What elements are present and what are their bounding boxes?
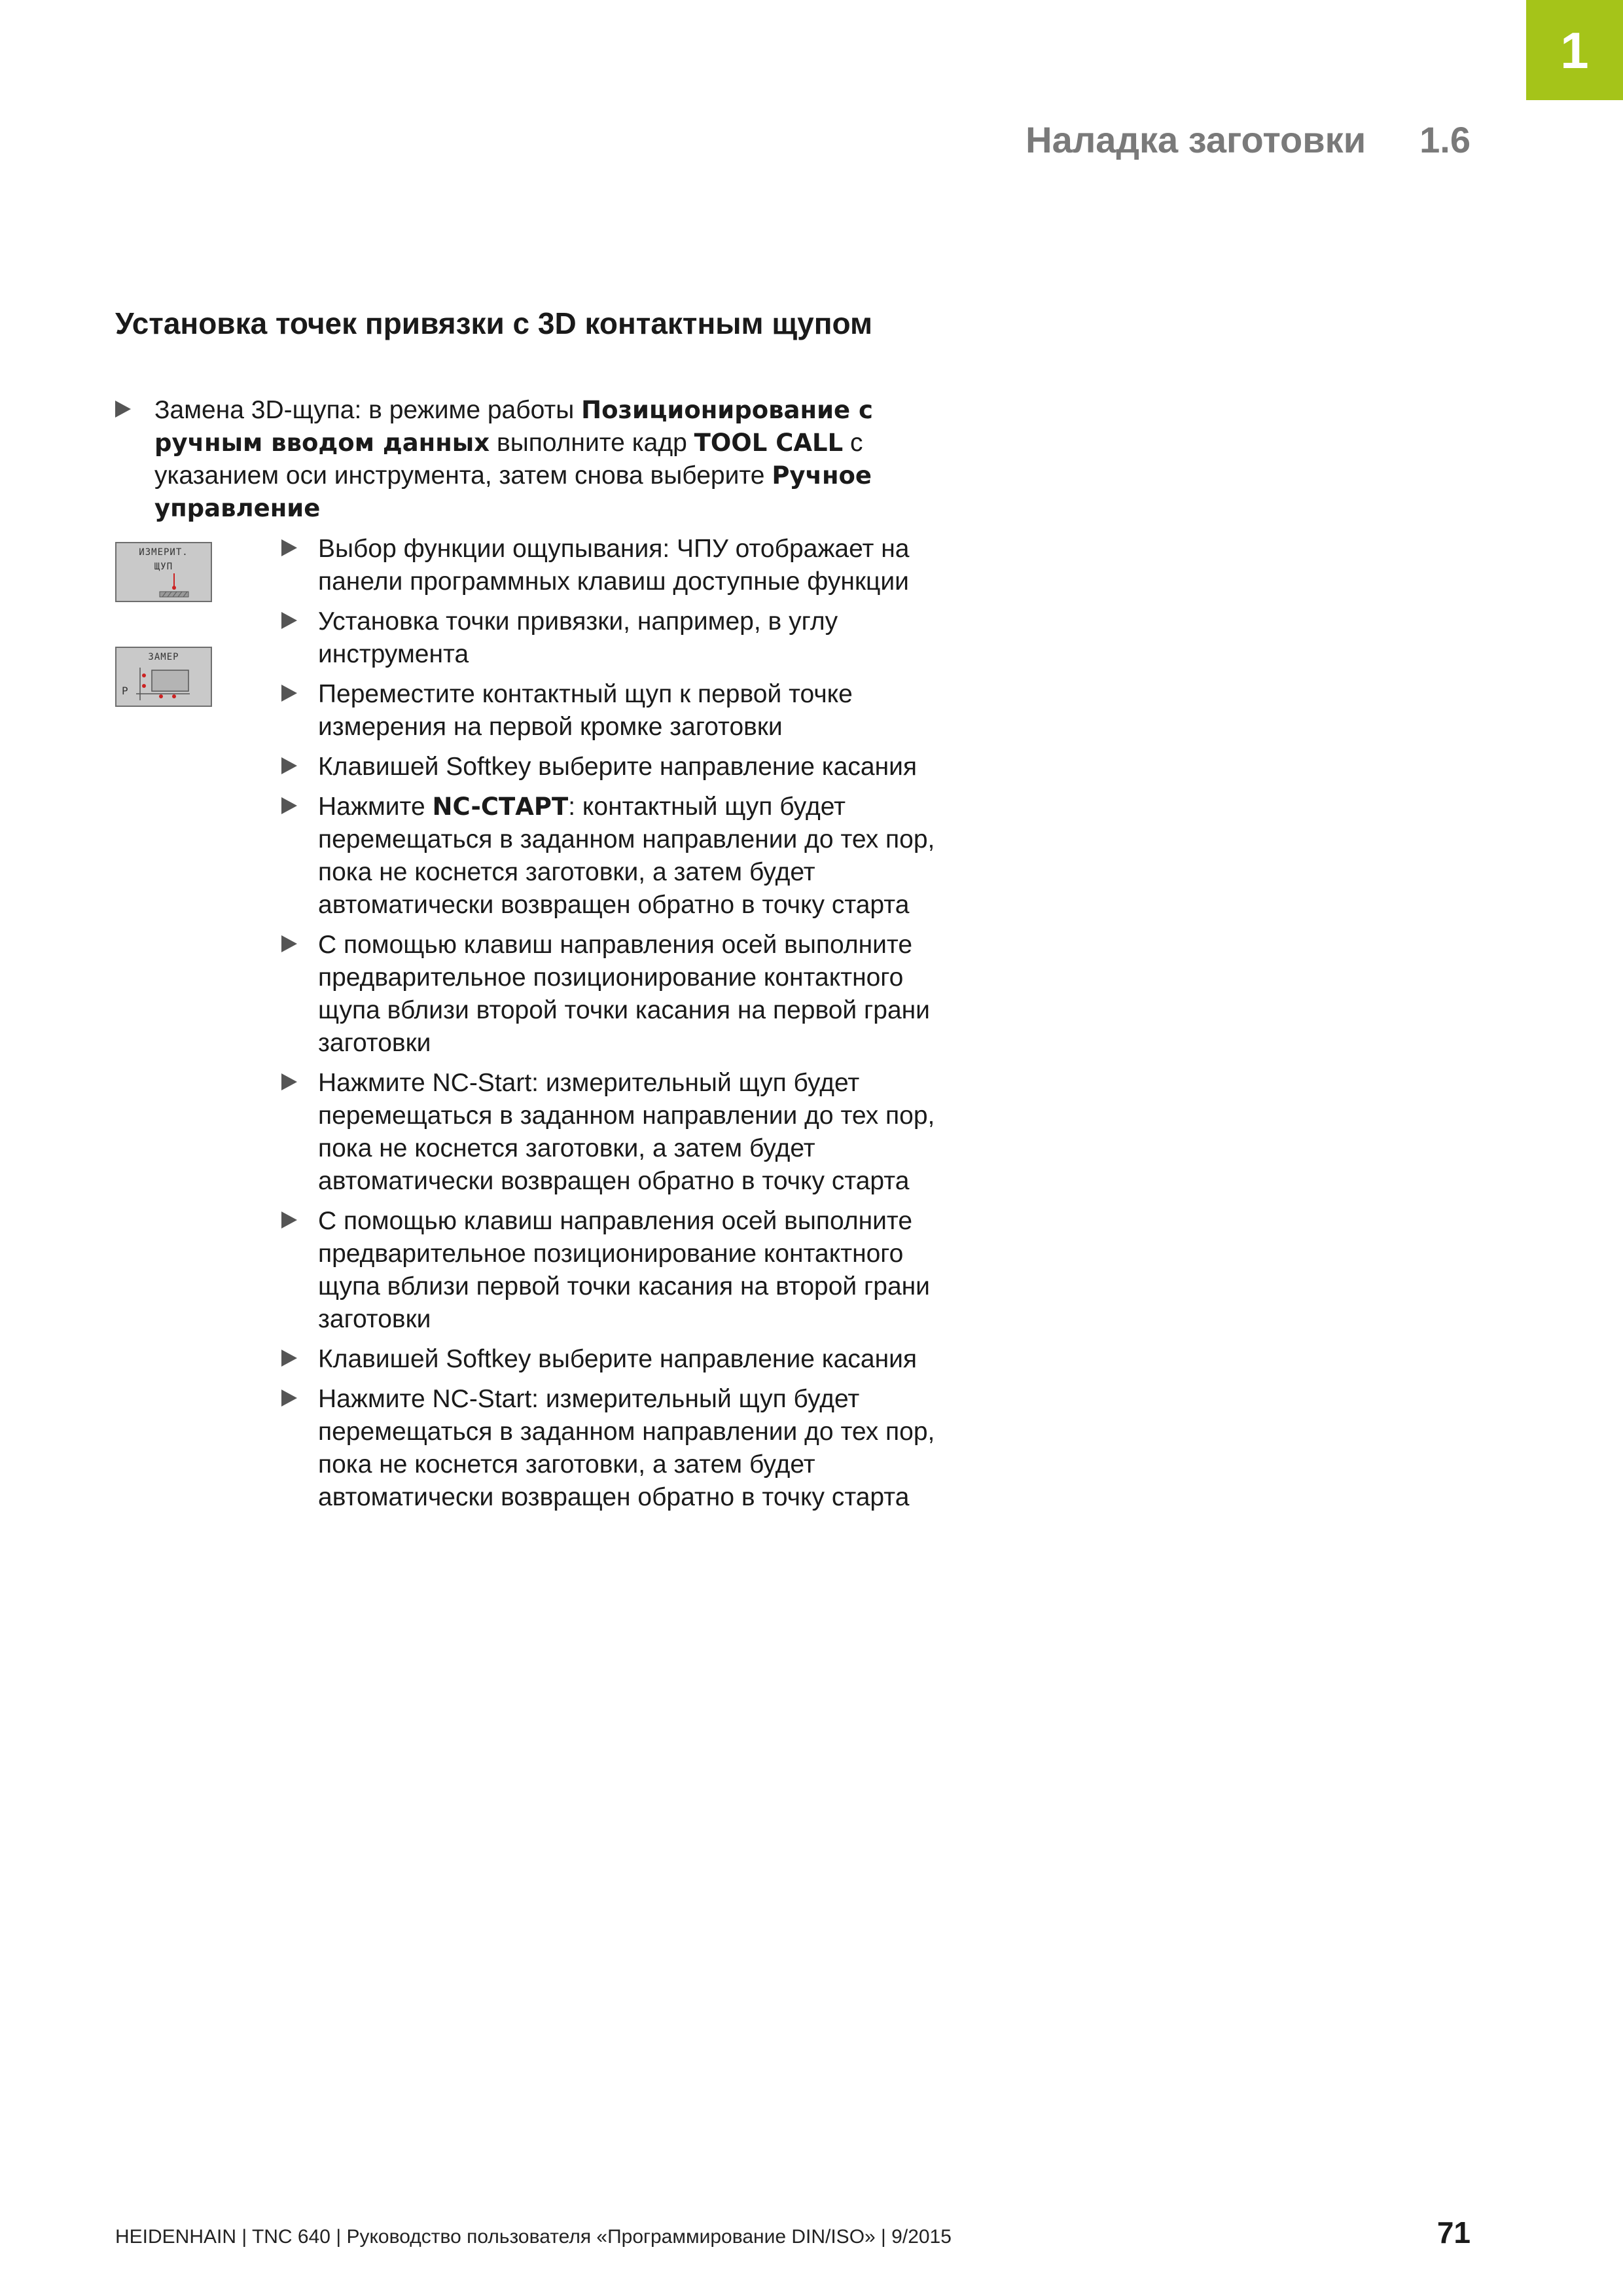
softkey-label-line1: ИЗМЕРИТ. [139, 547, 188, 558]
probe-tip-icon [116, 543, 211, 601]
softkey-label-line2: ЩУП [154, 562, 173, 572]
triangle-bullet-icon [281, 1390, 297, 1407]
softkey-side-label: P [122, 685, 128, 697]
list-item [281, 533, 955, 598]
intro-text-3: с указанием оси инструмента, затем снова выберите [154, 429, 863, 490]
intro-bold-tool-call: TOOL CALL [694, 429, 844, 457]
step-text: Нажмите NC-Start: измерительный щуп будет перемещаться в заданном направлении до тех пор, пока не коснется заготовки, а затем будет автоматически возвращен обратно в точку старта [318, 1385, 935, 1511]
step-list [281, 533, 955, 1521]
triangle-bullet-icon [281, 612, 297, 629]
intro-text-1: Замена 3D-щупа: в режиме работы [154, 396, 582, 424]
running-header [1026, 118, 1471, 161]
corner-probing-icon [116, 648, 211, 706]
list-item [281, 929, 955, 1060]
list-item [281, 751, 955, 783]
list-item [281, 1383, 955, 1514]
triangle-bullet-icon [281, 757, 297, 774]
step-text: С помощью клавиш направления осей выполните предварительное позиционирование контактного щупа вблизи первой точки касания на второй грани заготовки [318, 1207, 930, 1333]
step-text: Клавишей Softkey выберите направление касания [318, 1345, 918, 1373]
section-heading: Установка точек привязки с 3D контактным щупом [115, 306, 873, 340]
softkey-label-zamer: ЗАМЕР [148, 652, 179, 662]
list-item [281, 1343, 955, 1376]
step-text: Выбор функции ощупывания: ЧПУ отображает на панели программных клавиш доступные функции [318, 535, 910, 596]
step-text-pre: Нажмите [318, 793, 433, 821]
step-text: Нажмите NC-Start: измерительный щуп будет перемещаться в заданном направлении до тех пор, пока не коснется заготовки, а затем будет автоматически возвращен обратно в точку старта [318, 1069, 935, 1195]
page-footer: HEIDENHAIN | TNC 640 | Руководство пользователя «Программирование DIN/ISO» | 9/2015 [115, 2226, 952, 2248]
triangle-bullet-icon [281, 1350, 297, 1367]
list-item [281, 1205, 955, 1336]
chapter-tab: 1 [1526, 0, 1623, 100]
step-text: Клавишей Softkey выберите направление касания [318, 753, 918, 781]
step-text: Переместите контактный щуп к первой точке измерения на первой кромке заготовки [318, 680, 853, 741]
list-item [281, 791, 955, 922]
list-item [281, 1067, 955, 1198]
triangle-bullet-icon [115, 401, 131, 418]
header-section-number: 1.6 [1419, 119, 1471, 160]
triangle-bullet-icon [281, 1211, 297, 1229]
nc-start-bold: NC-СТАРТ [432, 793, 569, 821]
triangle-bullet-icon [281, 935, 297, 952]
step-text: С помощью клавиш направления осей выполните предварительное позиционирование контактного щупа вблизи второй точки касания на первой грани заготовки [318, 931, 930, 1057]
intro-bold-mode: Позиционирование с ручным вводом данных [154, 396, 873, 457]
triangle-bullet-icon [281, 797, 297, 814]
triangle-bullet-icon [281, 685, 297, 702]
list-item [281, 605, 955, 671]
intro-step-text [154, 394, 933, 525]
triangle-bullet-icon [281, 539, 297, 556]
triangle-bullet-icon [281, 1073, 297, 1090]
page-number: 71 [1436, 2215, 1471, 2250]
intro-bold-manual: Ручное управление [154, 461, 872, 522]
corner-probe-softkey [115, 647, 212, 707]
list-item [281, 678, 955, 744]
intro-text-2: выполните кадр [490, 429, 694, 457]
step-text-post: : контактный щуп будет перемещаться в заданном направлении до тех пор, пока не коснется заготовки, а затем будет автоматически возвращен обратно в точку старта [318, 793, 935, 919]
probe-function-softkey [115, 542, 212, 602]
step-text: Установка точки привязки, например, в углу инструмента [318, 607, 838, 668]
header-section-title: Наладка заготовки [1026, 119, 1366, 160]
step-text [318, 791, 955, 922]
intro-step [115, 394, 933, 525]
